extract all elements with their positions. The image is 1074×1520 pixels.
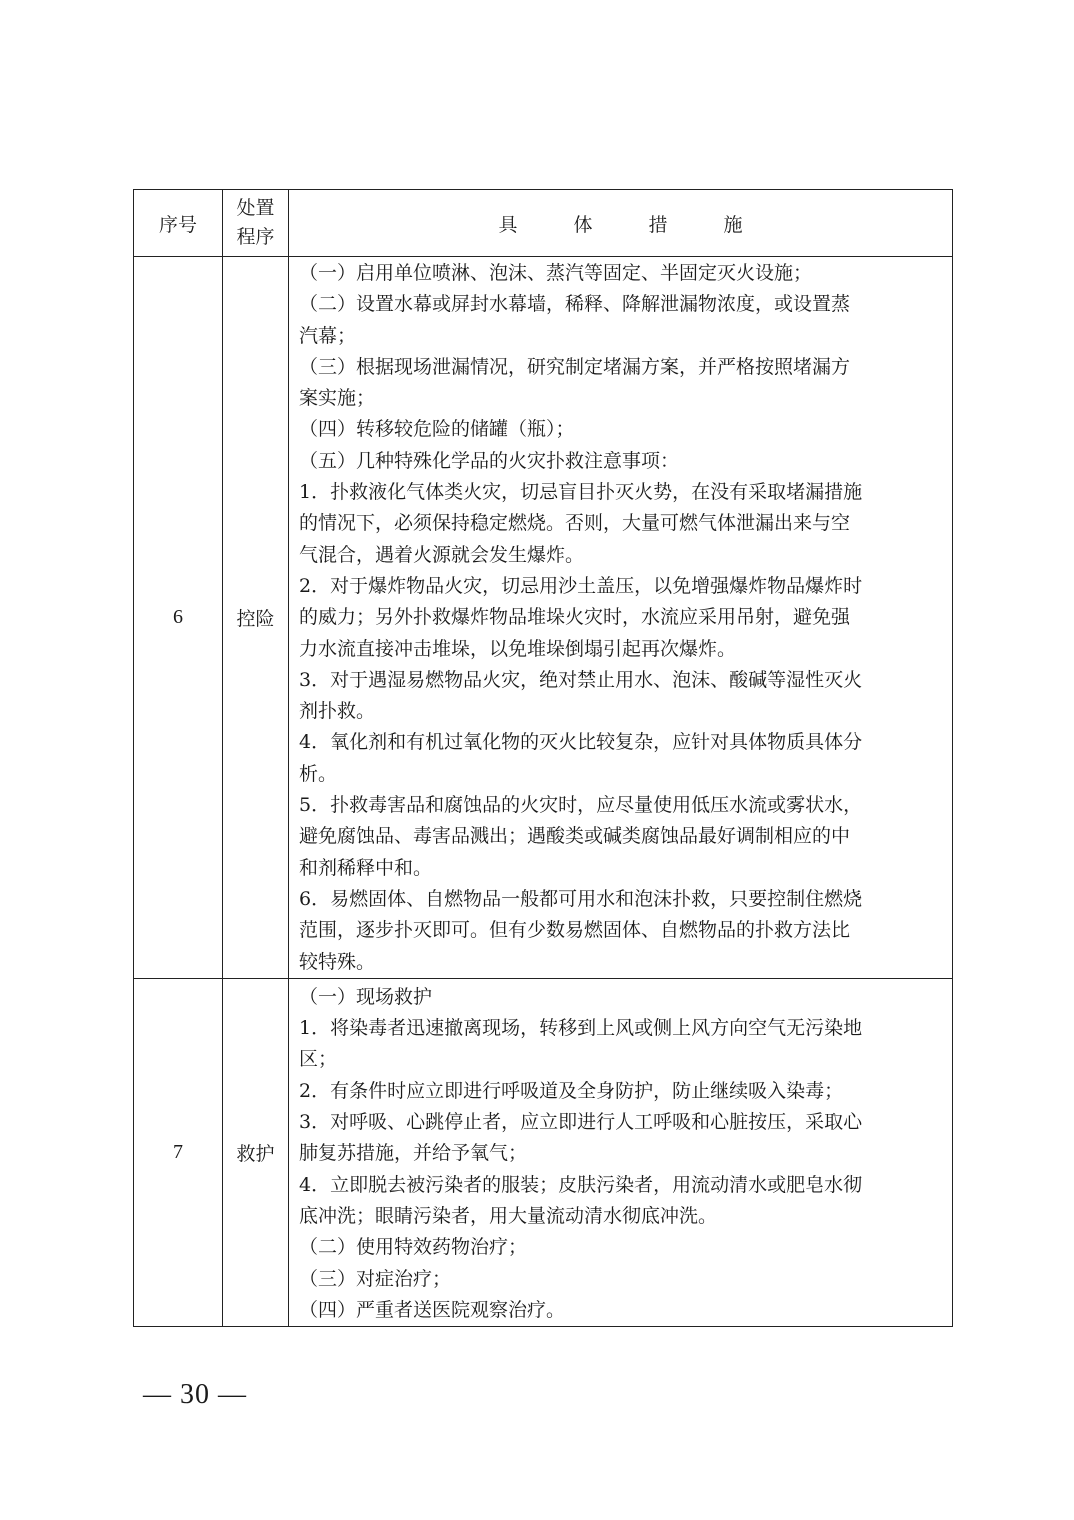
row-procedure: 救护 — [223, 978, 289, 1326]
row-number: 6 — [134, 257, 223, 979]
header-seq: 序号 — [134, 190, 223, 257]
header-measures-char: 措 — [648, 213, 668, 236]
measure-line: 3．对呼吸、心跳停止者，应立即进行人工呼吸和心脏按压，采取心 — [299, 1111, 863, 1134]
measure-line: 范围，逐步扑灭即可。但有少数易燃固体、自燃物品的扑救方法比 — [299, 919, 851, 942]
measure-line: 避免腐蚀品、毒害品溅出；遇酸类或碱类腐蚀品最好调制相应的中 — [299, 825, 851, 848]
header-measures-char: 具 — [498, 213, 518, 236]
header-measures-char: 施 — [723, 213, 743, 236]
measure-line: 3．对于遇湿易燃物品火灾，绝对禁止用水、泡沫、酸碱等湿性灭火 — [299, 668, 863, 691]
measure-line: 区； — [299, 1048, 338, 1071]
measure-line: （四）严重者送医院观察治疗。 — [299, 1298, 566, 1321]
row-procedure: 控险 — [223, 257, 289, 979]
measure-line: 4．氧化剂和有机过氧化物的灭火比较复杂，应针对具体物质具体分 — [299, 731, 863, 754]
measure-line: 的威力；另外扑救爆炸物品堆垛火灾时，水流应采用吊射，避免强 — [299, 606, 851, 629]
measure-line: 1．将染毒者迅速撤离现场，转移到上风或侧上风方向空气无污染地 — [299, 1017, 863, 1040]
measure-line: 较特殊。 — [299, 950, 376, 973]
header-procedure-line1: 处置 — [236, 197, 275, 219]
header-measures — [289, 190, 953, 257]
header-procedure — [223, 190, 289, 257]
measure-line: 5．扑救毒害品和腐蚀品的火灾时，应尽量使用低压水流或雾状水， — [299, 794, 863, 817]
measure-line: 剂扑救。 — [299, 700, 376, 723]
measure-line: 底冲洗；眼睛污染者，用大量流动清水彻底冲洗。 — [299, 1204, 718, 1227]
measure-line: 4．立即脱去被污染者的服装；皮肤污染者，用流动清水或肥皂水彻 — [299, 1173, 863, 1196]
measure-line: 肺复苏措施，并给予氧气； — [299, 1142, 528, 1165]
row-measures — [289, 978, 953, 1326]
measure-line: 气混合，遇着火源就会发生爆炸。 — [299, 543, 585, 566]
measure-line: 汽幕； — [299, 324, 357, 347]
page-number: — 30 — — [143, 1379, 247, 1410]
measure-line: （四）转移较危险的储罐（瓶）； — [299, 418, 575, 441]
measures-table — [133, 189, 953, 1327]
row-number: 7 — [134, 978, 223, 1326]
measure-line: 案实施； — [299, 387, 376, 410]
measure-line: （二）设置水幕或屏封水幕墙，稀释、降解泄漏物浓度，或设置蒸 — [299, 293, 851, 316]
table-row — [134, 257, 953, 979]
table-row — [134, 978, 953, 1326]
measure-line: 析。 — [299, 762, 338, 785]
measure-line: （二）使用特效药物治疗； — [299, 1236, 528, 1259]
table-header-row — [134, 190, 953, 257]
measure-line: 的情况下，必须保持稳定燃烧。否则，大量可燃气体泄漏出来与空 — [299, 512, 851, 535]
measure-line: 和剂稀释中和。 — [299, 856, 433, 879]
measure-line: （五）几种特殊化学品的火灾扑救注意事项： — [299, 449, 680, 472]
measure-line: （三）根据现场泄漏情况，研究制定堵漏方案，并严格按照堵漏方 — [299, 355, 851, 378]
header-procedure-line2: 程序 — [236, 226, 275, 248]
header-measures-char: 体 — [573, 213, 593, 236]
measure-line: 力水流直接冲击堆垛，以免堆垛倒塌引起再次爆炸。 — [299, 637, 737, 660]
measure-line: （一）启用单位喷淋、泡沫、蒸汽等固定、半固定灭火设施； — [299, 262, 813, 284]
measure-line: （三）对症治疗； — [299, 1267, 452, 1290]
measure-line: 1．扑救液化气体类火灾，切忌盲目扑灭火势，在没有采取堵漏措施 — [299, 481, 863, 504]
measure-line: 6．易燃固体、自燃物品一般都可用水和泡沫扑救，只要控制住燃烧 — [299, 887, 863, 910]
row-measures — [289, 257, 953, 979]
measure-line: （一）现场救护 — [299, 985, 433, 1008]
measure-line: 2．有条件时应立即进行呼吸道及全身防护，防止继续吸入染毒； — [299, 1079, 844, 1102]
measure-line: 2．对于爆炸物品火灾，切忌用沙土盖压，以免增强爆炸物品爆炸时 — [299, 574, 863, 597]
